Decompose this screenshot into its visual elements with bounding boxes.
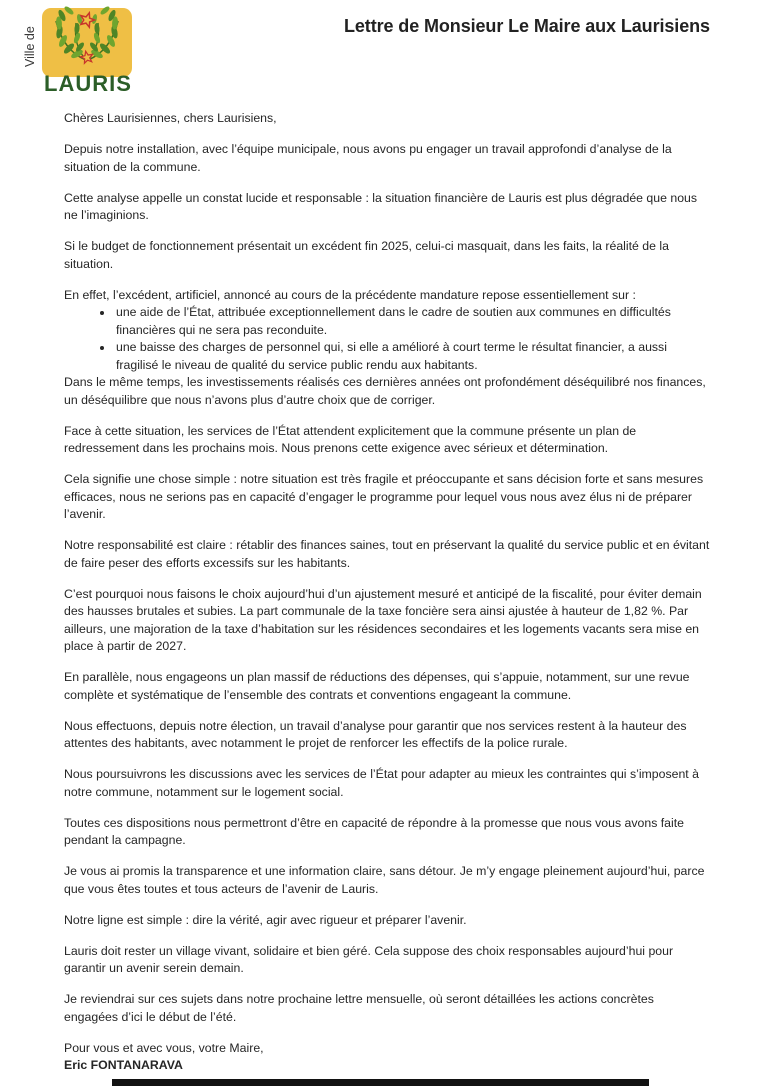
salutation: Chères Laurisiennes, chers Laurisiens,: [64, 111, 277, 125]
lauris-logo-graphic: [22, 5, 142, 97]
paragraph: Toutes ces dispositions nous permettront d’être en capacité de répondre à la promesse que nous vous avons faite pendant la campagne.: [64, 815, 684, 847]
paragraph: Nous effectuons, depuis notre élection, un travail d’analyse pour garantir que nos services restent à la hauteur des attentes des habitants, avec notamment le projet de renforcer les effectifs de la police rurale.: [64, 718, 687, 750]
letter-body: [64, 110, 710, 1075]
logo-pretitle: Ville de: [23, 26, 37, 67]
paragraph: Cela signifie une chose simple : notre situation est très fragile et préoccupante et sans décision forte et sans mesures efficaces, nous ne serions pas en capacité d’engager le programme pour lequel vous nous avez élus ni de préparer l’avenir.: [64, 472, 704, 521]
logo-name: LAURIS: [44, 71, 132, 96]
paragraph: Notre responsabilité est claire : rétablir des finances saines, tout en préservant la qualité du service public et en évitant de faire peser des efforts excessifs sur les habitants.: [64, 538, 710, 570]
paragraph: En parallèle, nous engageons un plan massif de réductions des dépenses, qui s’appuie, notamment, sur une revue complète et systématique de l’ensemble des contrats et conventions engageant la commune.: [64, 670, 690, 702]
paragraph: Cette analyse appelle un constat lucide et responsable : la situation financière de Lauris est plus dégradée que nous ne l’imaginions.: [64, 190, 698, 222]
paragraph: Je vous ai promis la transparence et une information claire, sans détour. Je m’y engage pleinement aujourd’hui, parce que vous êtes toutes et tous acteurs de l’avenir de Lauris.: [64, 864, 705, 896]
page-title: Lettre de Monsieur Le Maire aux Laurisiens: [344, 16, 710, 36]
bullet-list: [64, 304, 710, 374]
list-intro: En effet, l’excédent, artificiel, annoncé au cours de la précédente mandature repose essentiellement sur :: [64, 287, 636, 302]
list-item: • une aide de l’État, attribuée exceptionnellement dans le cadre de soutien aux communes en difficultés financières qui ne sera pas reconduite.: [114, 304, 710, 339]
paragraph: Je reviendrai sur ces sujets dans notre prochaine lettre mensuelle, où seront détaillées les actions concrètes engagées d’ici le début de l’été.: [64, 992, 654, 1024]
paragraph: C’est pourquoi nous faisons le choix aujourd’hui d’un ajustement mesuré et anticipé de la fiscalité, pour éviter demain des hausses brutales et subies. La part communale de la taxe foncière sera ainsi ajustée à hauteur de 1,82 %. Par ailleurs, une majoration de la taxe d’habitation sur les résidences secondaires et les logements vacants sera mise en place à partir de 2027.: [64, 586, 702, 653]
paragraph: Si le budget de fonctionnement présentait un excédent fin 2025, celui-ci masquait, dans les faits, la réalité de la situation.: [64, 239, 669, 271]
paragraph: Nous poursuivrons les discussions avec les services de l’État pour adapter au mieux les contraintes qui s’imposent à notre commune, notamment sur le logement social.: [64, 767, 699, 799]
paragraph: Notre ligne est simple : dire la vérité, agir avec rigueur et préparer l’avenir.: [64, 912, 467, 927]
list-item: • une baisse des charges de personnel qui, si elle a amélioré à court terme le résultat financier, a aussi fragilisé le niveau de qualité du service public rendu aux habitants.: [114, 339, 710, 374]
lauris-logo: [22, 5, 142, 97]
signature: Eric FONTANARAVA: [64, 1058, 183, 1072]
paragraph: Depuis notre installation, avec l’équipe municipale, nous avons pu engager un travail approfondi d’analyse de la situation de la commune.: [64, 142, 672, 174]
paragraph: Lauris doit rester un village vivant, solidaire et bien géré. Cela suppose des choix responsables aujourd’hui pour garantir un avenir serein demain.: [64, 943, 674, 975]
paragraph: Dans le même temps, les investissements réalisés ces dernières années ont profondément déséquilibré nos finances, un déséquilibre que nous n’avons plus d’autre choix que de corriger.: [64, 375, 706, 407]
scan-artifact-bar: [112, 1079, 649, 1086]
paragraph: Face à cette situation, les services de l’État attendent explicitement que la commune présente un plan de redressement dans les prochains mois. Nous prenons cette exigence avec sérieux et détermination.: [64, 423, 637, 455]
closing-line: Pour vous et avec vous, votre Maire,: [64, 1040, 264, 1055]
